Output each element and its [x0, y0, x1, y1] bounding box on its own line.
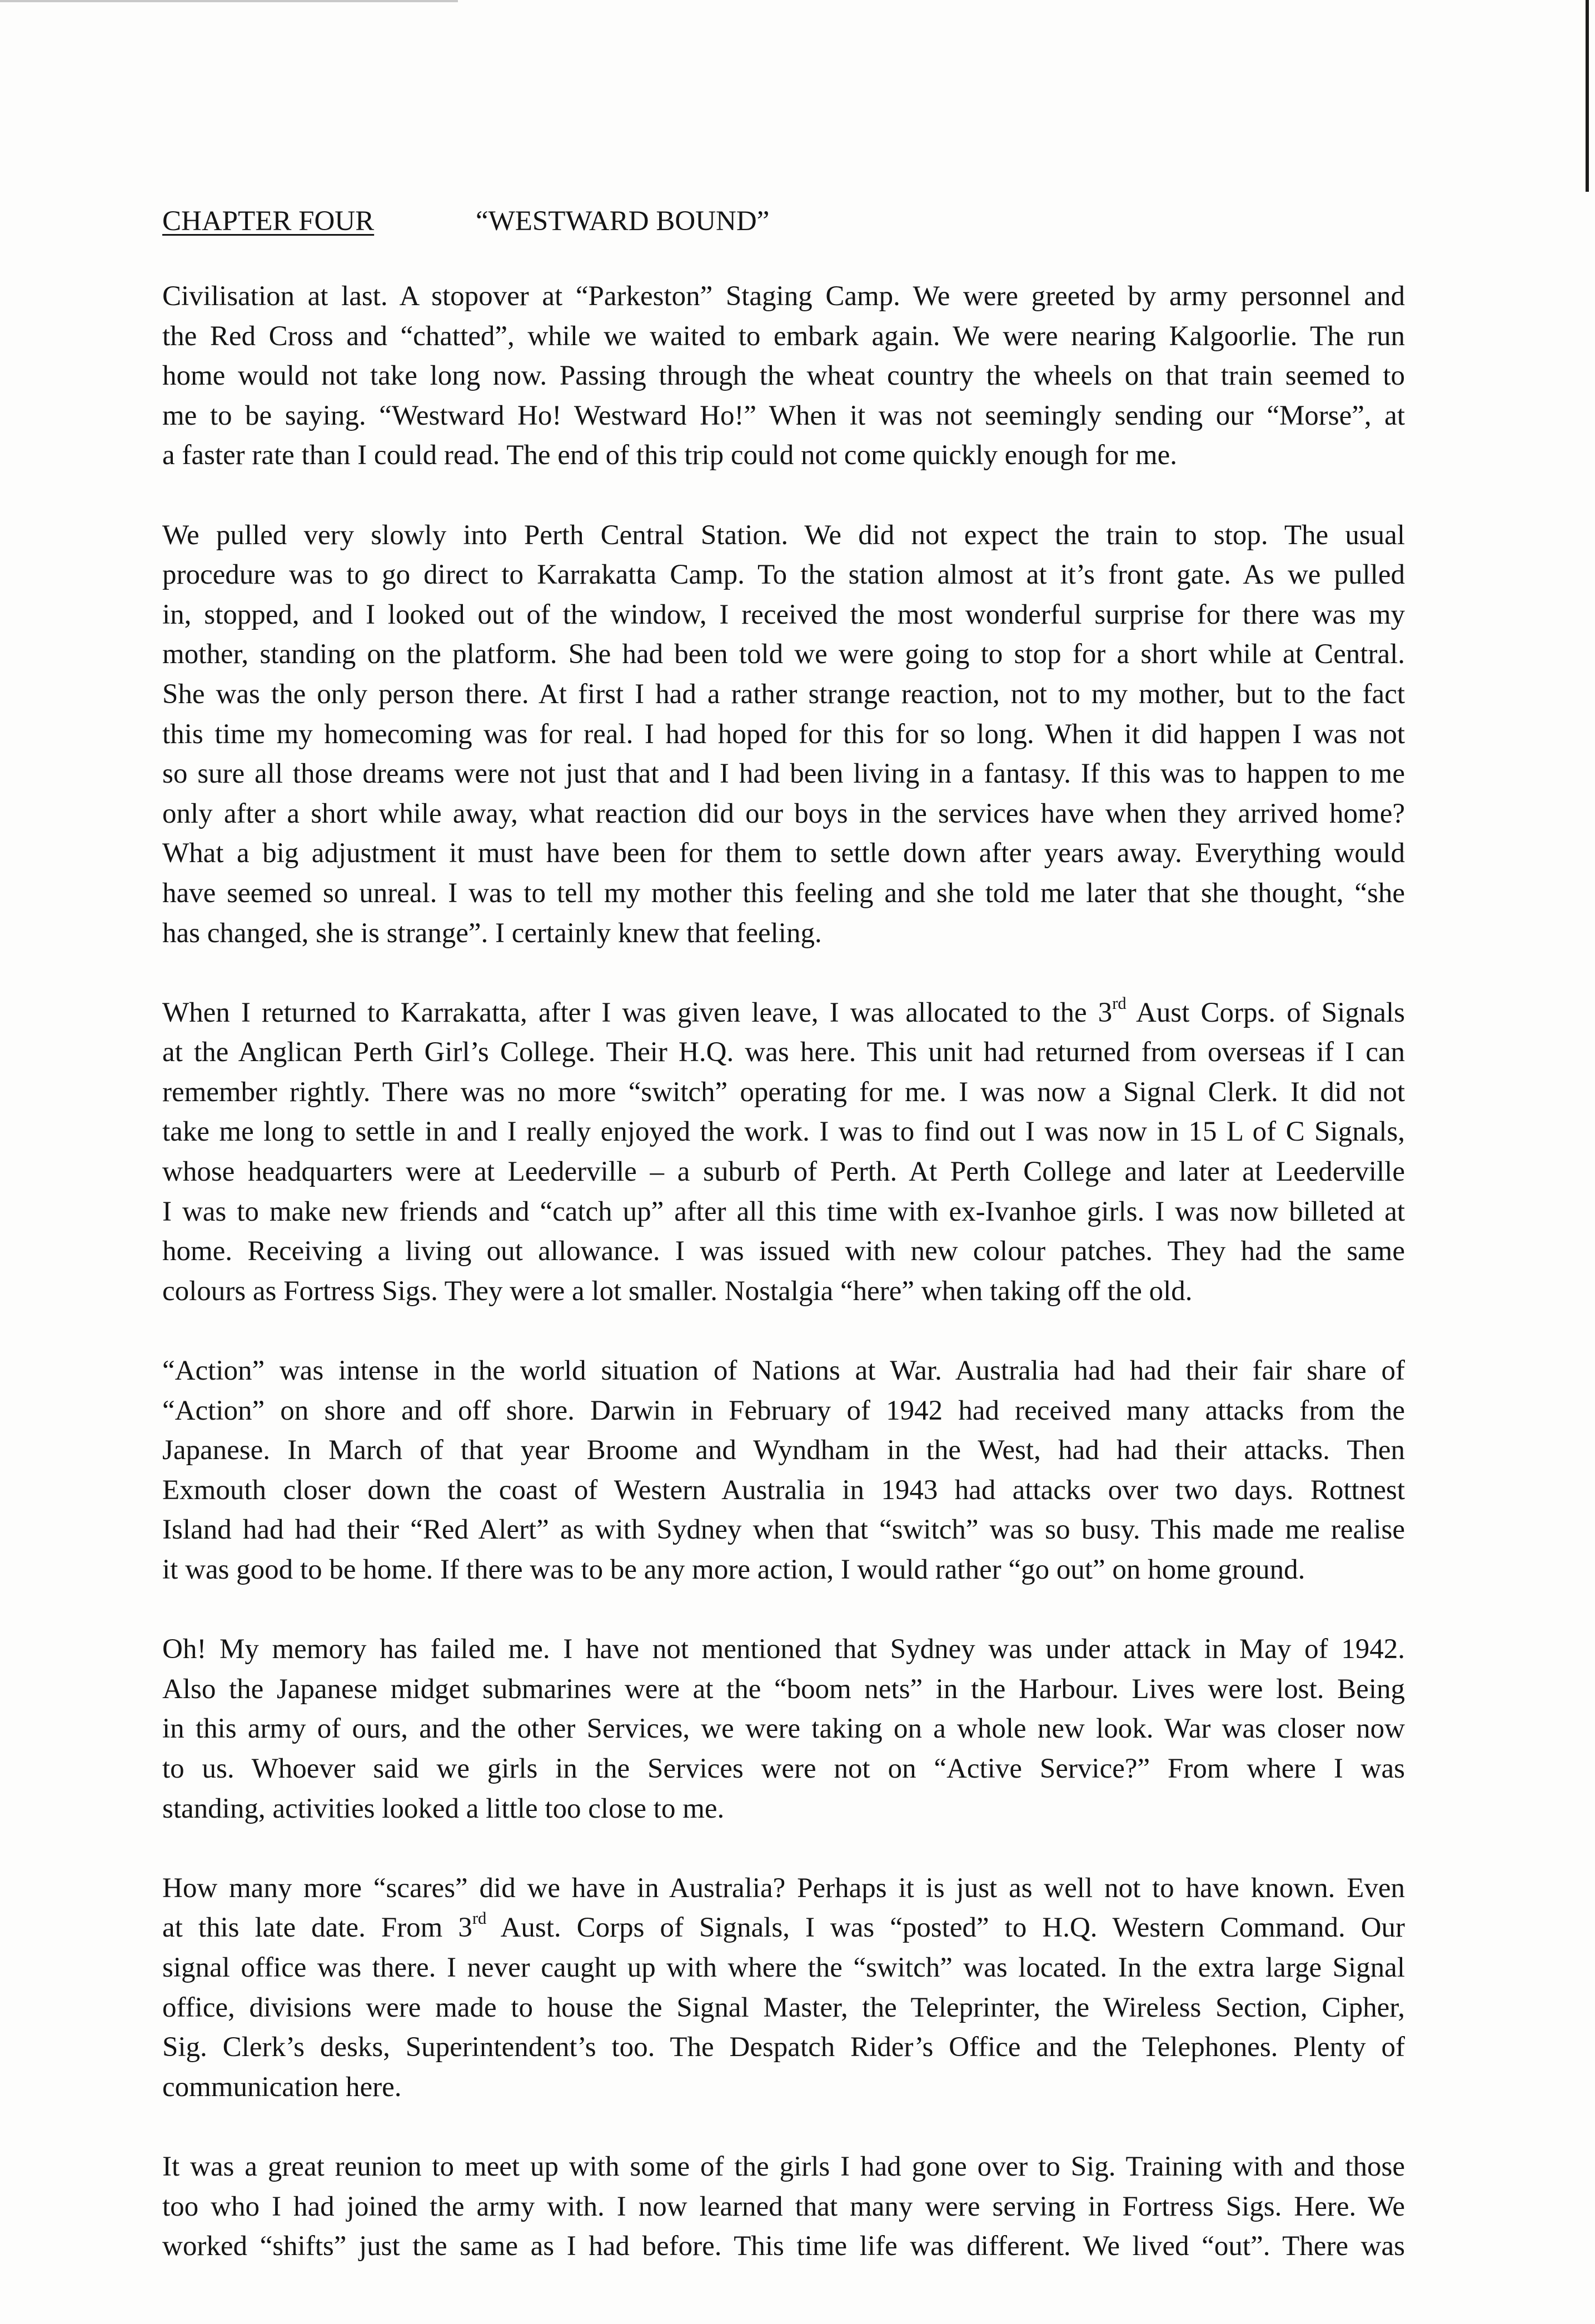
text-line: in, stopped, and I looked out of the window, I received the most wonderful surprise for there was my — [162, 599, 1405, 630]
scan-edge-line — [1586, 0, 1589, 192]
chapter-heading — [0, 202, 1595, 242]
text-line: What a big adjustment it must have been for them to settle down after years away. Everything would — [162, 838, 1405, 869]
text-line: in this army of ours, and the other Services, we were taking on a whole new look. War was closer now — [162, 1713, 1405, 1745]
text-line: at the Anglican Perth Girl’s College. Their H.Q. was here. This unit had returned from overseas if I can — [162, 1037, 1405, 1068]
text-line: Island had had their “Red Alert” as with Sydney when that “switch” was so busy. This made me realise — [162, 1514, 1405, 1546]
text-line: signal office was there. I never caught up with where the “switch” was located. In the extra large Signal — [162, 1952, 1405, 1983]
text-line: office, divisions were made to house the Signal Master, the Teleprinter, the Wireless Section, Cipher, — [162, 1992, 1405, 2023]
text-line: remember rightly. There was no more “switch” operating for me. I was now a Signal Clerk. It did not — [162, 1076, 1405, 1108]
text-line: mother, standing on the platform. She had been told we were going to stop for a short while at Central. — [162, 639, 1405, 670]
text-line: We pulled very slowly into Perth Central Station. We did not expect the train to stop. The usual — [162, 519, 1405, 551]
ordinal-superscript: rd — [472, 1909, 487, 1928]
text-line: procedure was to go direct to Karrakatta Camp. To the station almost at it’s front gate. As we pulled — [162, 559, 1405, 591]
text-line: has changed, she is strange”. I certainly knew that feeling. — [162, 917, 822, 949]
chapter-label: CHAPTER FOUR — [162, 206, 375, 237]
paragraph — [162, 1869, 1405, 2108]
text-line: so sure all those dreams were not just that and I had been living in a fantasy. If this was to happen to me — [162, 758, 1405, 790]
text-line: whose headquarters were at Leederville – a suburb of Perth. At Perth College and later at Leederville — [162, 1156, 1405, 1188]
text-line: have seemed so unreal. I was to tell my mother this feeling and she told me later that she thought, “she — [162, 877, 1405, 909]
text-line: Sig. Clerk’s desks, Superintendent’s too. The Despatch Rider’s Office and the Telephones. Plenty of — [162, 2032, 1405, 2063]
text-line: “Action” on shore and off shore. Darwin in February of 1942 had received many attacks from the — [162, 1395, 1405, 1426]
text-line: Also the Japanese midget submarines were at the “boom nets” in the Harbour. Lives were lost. Being — [162, 1673, 1405, 1705]
paragraph — [162, 993, 1405, 1312]
text-line: this time my homecoming was for real. I had hoped for this for so long. When it did happen I was not — [162, 718, 1405, 750]
text-line: standing, activities looked a little too close to me. — [162, 1793, 725, 1824]
text-line: Civilisation at last. A stopover at “Parkeston” Staging Camp. We were greeted by army personnel and — [162, 281, 1405, 312]
scan-edge-line — [0, 0, 458, 2]
text-line — [162, 1908, 1405, 1948]
text-segment: Aust. Corps of Signals, I was “posted” to H.Q. Western Command. Our — [486, 1912, 1405, 1944]
text-line: it was good to be home. If there was to be any more action, I would rather “go out” on home ground. — [162, 1554, 1305, 1585]
text-line: to us. Whoever said we girls in the Services were not on “Active Service?” From where I was — [162, 1753, 1405, 1784]
text-segment: at this late date. From 3 — [162, 1912, 472, 1944]
paragraph — [162, 2147, 1405, 2267]
paragraph — [162, 277, 1405, 476]
text-segment: When I returned to Karrakatta, after I was given leave, I was allocated to the 3 — [162, 997, 1113, 1028]
text-line: Exmouth closer down the coast of Western Australia in 1943 had attacks over two days. Rottnest — [162, 1474, 1405, 1506]
text-line: home. Receiving a living out allowance. I was issued with new colour patches. They had the same — [162, 1236, 1405, 1267]
ordinal-superscript: rd — [1112, 993, 1127, 1013]
paragraph — [162, 516, 1405, 954]
text-line: How many more “scares” did we have in Australia? Perhaps it is just as well not to have known. Even — [162, 1872, 1405, 1904]
text-line: the Red Cross and “chatted”, while we waited to embark again. We were nearing Kalgoorlie. The run — [162, 320, 1405, 352]
text-line: Oh! My memory has failed me. I have not mentioned that Sydney was under attack in May of 1942. — [162, 1634, 1405, 1665]
paragraph — [162, 1630, 1405, 1829]
text-line: “Action” was intense in the world situation of Nations at War. Australia had had their fair share of — [162, 1355, 1405, 1387]
text-line: take me long to settle in and I really enjoyed the work. I was to find out I was now in 15 L of C Signals, — [162, 1116, 1405, 1148]
text-line: Japanese. In March of that year Broome and Wyndham in the West, had had their attacks. Then — [162, 1435, 1405, 1466]
body-text — [162, 277, 1405, 2306]
text-line — [162, 993, 1405, 1033]
text-line: She was the only person there. At first I had a rather strange reaction, not to my mother, but to the fact — [162, 678, 1405, 710]
text-line: worked “shifts” just the same as I had before. This time life was different. We lived “out”. There was — [162, 2231, 1405, 2262]
paragraph — [162, 1351, 1405, 1590]
text-line: me to be saying. “Westward Ho! Westward Ho!” When it was not seemingly sending our “Morse”, at — [162, 400, 1405, 431]
text-segment: Aust Corps. of Signals — [1126, 997, 1405, 1028]
text-line: I was to make new friends and “catch up” after all this time with ex-Ivanhoe girls. I was now billeted at — [162, 1196, 1405, 1227]
text-line: home would not take long now. Passing through the wheat country the wheels on that train seemed to — [162, 360, 1405, 392]
text-line: It was a great reunion to meet up with some of the girls I had gone over to Sig. Training with and those — [162, 2151, 1405, 2182]
chapter-title: “WESTWARD BOUND” — [476, 206, 770, 237]
text-line: too who I had joined the army with. I now learned that many were serving in Fortress Sigs. Here. We — [162, 2191, 1405, 2222]
text-line: colours as Fortress Sigs. They were a lot smaller. Nostalgia “here” when taking off the old. — [162, 1275, 1193, 1307]
text-line: a faster rate than I could read. The end of this trip could not come quickly enough for me. — [162, 440, 1177, 471]
text-line: communication here. — [162, 2071, 402, 2103]
text-line: only after a short while away, what reaction did our boys in the services have when they arrived home? — [162, 798, 1405, 829]
